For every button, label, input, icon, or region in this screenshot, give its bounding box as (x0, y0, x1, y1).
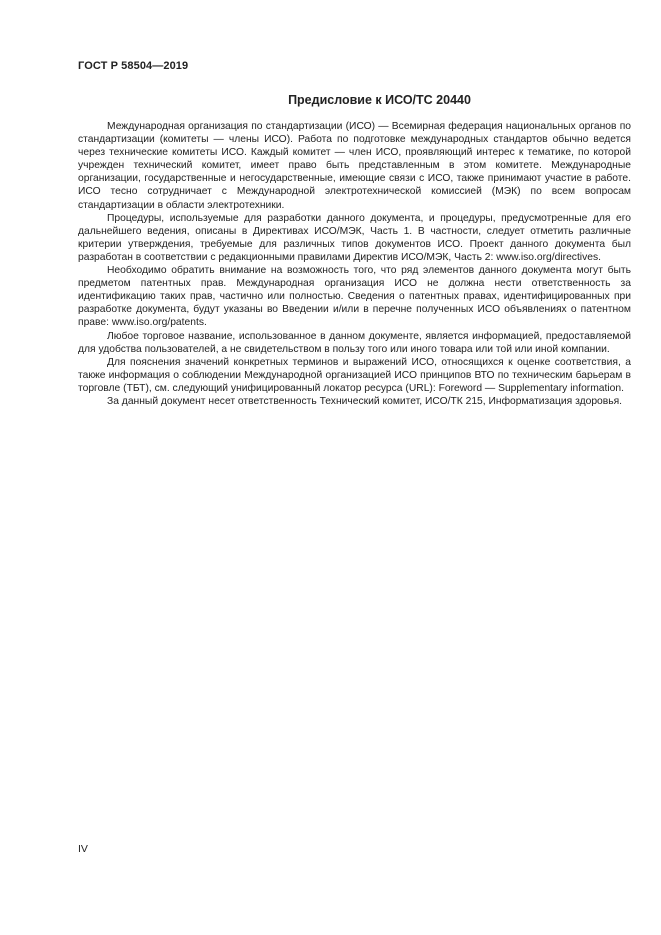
page-number: IV (78, 843, 88, 855)
body-text (78, 120, 631, 408)
paragraph: Любое торговое название, использованное в данном документе, является информацией, предоставляемой для удобства пользователей, а не свидетельством в пользу того или иного товара или той или иной компании. (78, 330, 631, 355)
paragraph: Для пояснения значений конкретных терминов и выражений ИСО, относящихся к оценке соответствия, а также информация о соблюдении Международной организацией ИСО принципов ВТО по техническим барьерам в торговле (ТБТ), см. следующий унифицированный локатор ресурса (URL): Foreword — Supplementary information. (78, 356, 631, 394)
paragraph: Процедуры, используемые для разработки данного документа, и процедуры, предусмотренные для его дальнейшего ведения, описаны в Директивах ИСО/МЭК, Часть 1. В частности, следует отметить различные критерии утверждения, требуемые для различных типов документов ИСО. Проект данного документа был разработан в соответствии с редакционными правилами Директив ИСО/МЭК, Часть 2: www.iso.org/directives. (78, 212, 631, 263)
paragraph: Необходимо обратить внимание на возможность того, что ряд элементов данного документа могут быть предметом патентных прав. Международная организация ИСО не должна нести ответственность за идентификацию таких прав, частично или полностью. Сведения о патентных правах, идентифицированных при разработке документа, будут указаны во Введении и/или в перечне полученных ИСО объявлениях о патентном праве: www.iso.org/patents. (78, 265, 631, 329)
standard-number: ГОСТ Р 58504—2019 (78, 60, 189, 72)
paragraph: За данный документ несет ответственность Технический комитет, ИСО/ТК 215, Информатизация здоровья. (107, 395, 623, 407)
paragraph: Международная организация по стандартизации (ИСО) — Всемирная федерация национальных органов по стандартизации (комитеты — члены ИСО). Работа по подготовке международных стандартов обычно ведется через технические комитеты ИСО. Каждый комитет — член ИСО, проявляющий интерес к тематике, по которой учрежден технический комитет, имеет право быть представленным в этом комитете. Международные организации, государственные и негосударственные, имеющие связи с ИСО, также принимают участие в работе. ИСО тесно сотрудничает с Международной электротехнической комиссией (МЭК) по всем вопросам стандартизации в области электротехники. (78, 121, 631, 211)
page-title: Предисловие к ИСО/ТС 20440 (288, 93, 471, 107)
